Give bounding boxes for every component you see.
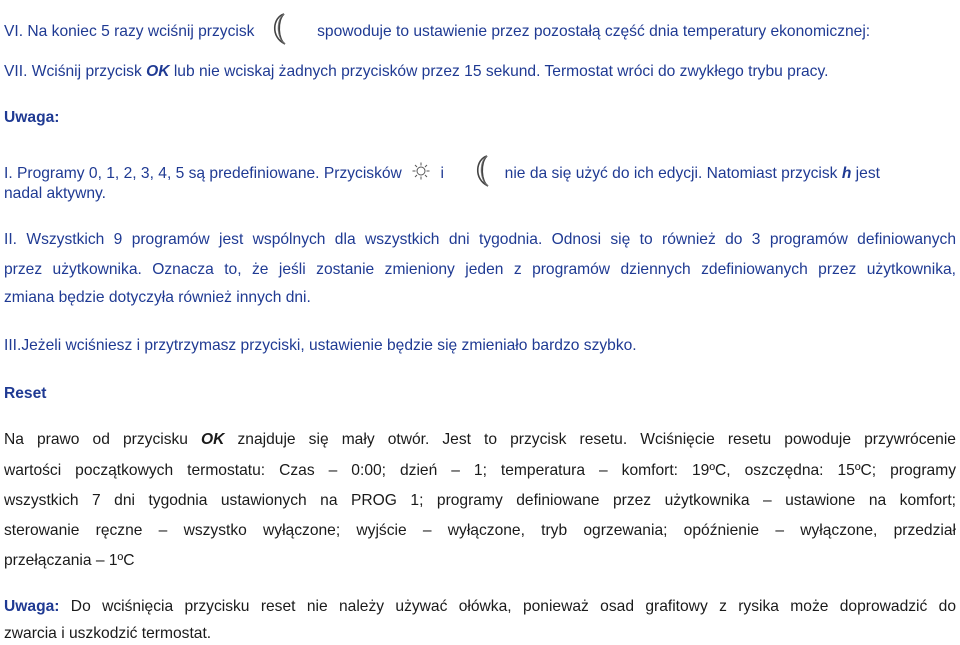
h-key-label: h [841,165,852,183]
reset-p1-after: znajduje się mały otwór. Jest to przycisk resetu. Wciśnięcie resetu powoduje przywrócenie [224,431,956,448]
step-6-text-after: spowoduje to ustawienie przez pozostałą część dnia temperatury ekonomicznej: [317,23,871,41]
reset-line-3-text: wszystkich 7 dni tygodnia ustawionych na PROG 1; programy definiowane przez użytkownika – ustawione na komfort; [4,492,956,509]
note-heading-text: Uwaga: [4,109,60,126]
reset-p1-before: Na prawo od przycisku [4,431,202,448]
reset-line-3 [4,491,956,511]
warning-text: Do wciśnięcia przycisku reset nie należy używać ołówka, ponieważ osad grafitowy z rysika może doprowadzić do [59,598,956,615]
note-1-line-2 [4,184,106,204]
sun-icon [412,162,430,186]
note-3-line [4,336,637,356]
note-1-text-mid: i [440,165,444,183]
moon-icon [267,12,293,52]
warning-line-1-text [4,598,956,615]
step-6-text-before: VI. Na koniec 5 razy wciśnij przycisk [4,23,255,41]
note-3-text: III.Jeżeli wciśniesz i przytrzymasz przyciski, ustawienie będzie się zmieniało bardzo szybko. [4,337,637,354]
note-1-text-before: I. Programy 0, 1, 2, 3, 4, 5 są predefiniowane. Przycisków [4,165,402,183]
note-2-line-2 [4,260,956,280]
note-1-text-end: jest [851,165,880,183]
warning-label: Uwaga: [4,598,60,615]
reset-heading-text: Reset [4,385,47,402]
step-7-line [4,62,828,82]
reset-heading [4,384,46,404]
step-7-text-before: VII. Wciśnij przycisk [4,63,147,80]
reset-line-1-text [4,431,956,448]
reset-line-4-text: sterowanie ręczne – wszystko wyłączone; wyjście – wyłączone, tryb ogrzewania; opóźnienie – wyłączone, przedział [4,522,956,539]
moon-icon [470,154,496,194]
reset-line-2-text: wartości początkowych termostatu: Czas – 0:00; dzień – 1; temperatura – komfort: 19ºC, oszczędna: 15ºC; programy [4,462,956,479]
note-2-line-1 [4,230,956,250]
note-2-line-2-text: przez użytkownika. Oznacza to, że jeśli zostanie zmieniony jeden z programów dziennych zdefiniowanych przez użytkownika, [4,261,956,278]
reset-line-5 [4,551,135,571]
reset-line-4 [4,521,956,541]
reset-line-1 [4,430,956,450]
note-2-line-3-text: zmiana będzie dotyczyła również innych dni. [4,289,311,306]
warning-line-1 [4,597,956,617]
step-6-line [4,12,870,52]
note-1-text-after: nie da się użyć do ich edycji. Natomiast przycisk [504,165,842,183]
note-1-line-1 [4,154,880,194]
ok-key-label: OK [201,431,225,448]
note-2-line-1-text: II. Wszystkich 9 programów jest wspólnych dla wszystkich dni tygodnia. Odnosi się to również do 3 programów definiowanych [4,231,956,248]
warning-line-2 [4,624,211,644]
step-7-text-after: lub nie wciskaj żadnych przycisków przez 15 sekund. Termostat wróci do zwykłego trybu pracy. [169,63,829,80]
warning-line-2-text: zwarcia i uszkodzić termostat. [4,625,212,642]
note-2-line-3 [4,288,311,308]
reset-line-2 [4,461,956,481]
note-1-line-2-text: nadal aktywny. [4,185,106,202]
note-heading [4,108,59,128]
ok-key-label: OK [146,63,170,80]
reset-line-5-text: przełączania – 1ºC [4,552,135,569]
